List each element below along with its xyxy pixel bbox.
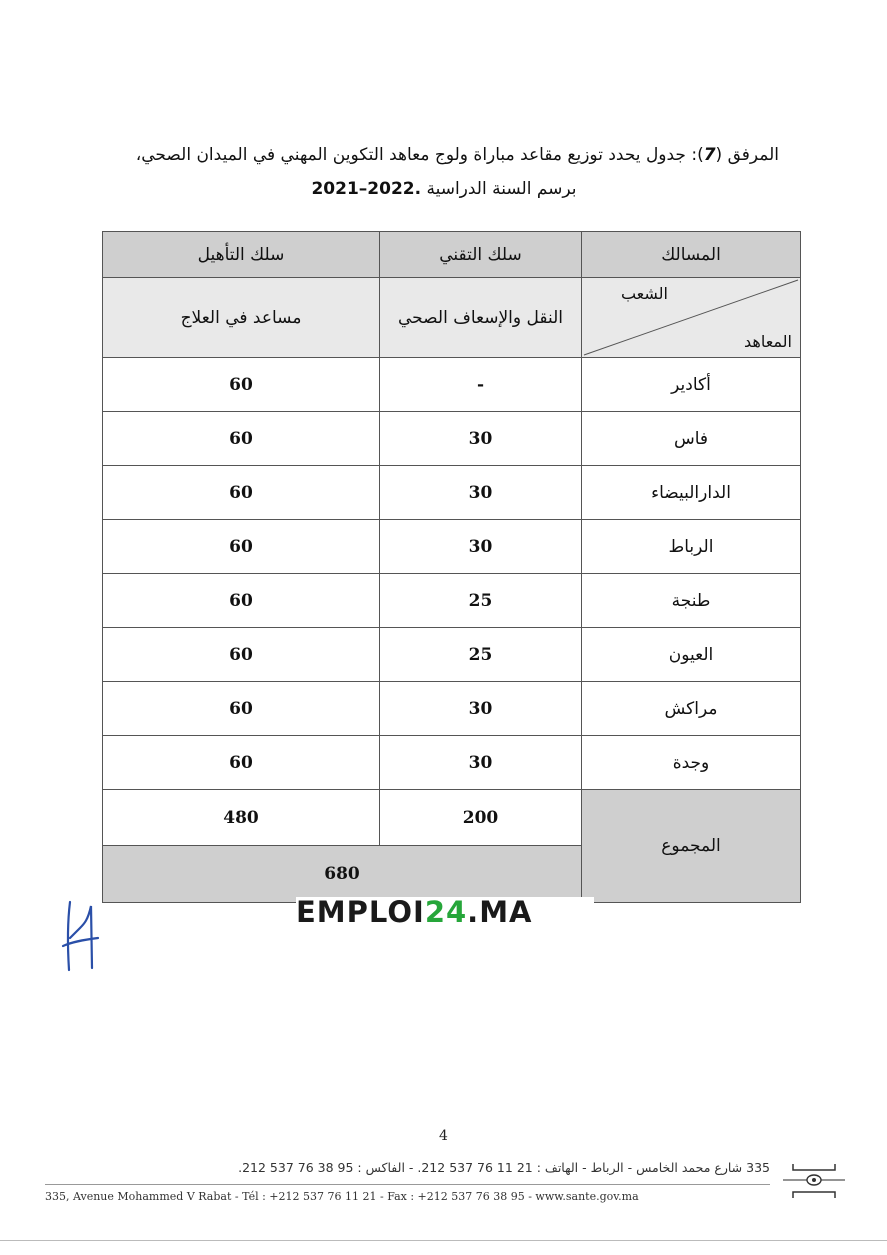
- qual-seats-cell: 60: [103, 466, 380, 520]
- city-cell: فاس: [582, 412, 801, 466]
- qual-seats-cell: 60: [103, 520, 380, 574]
- tech-seats-cell: 30: [380, 466, 582, 520]
- qual-seats-cell: 60: [103, 628, 380, 682]
- total-label: المجموع: [582, 790, 801, 903]
- qual-seats-cell: 60: [103, 736, 380, 790]
- branches-label: الشعب: [620, 284, 668, 303]
- tech-seats-cell: 25: [380, 628, 582, 682]
- diagonal-header-cell: [582, 278, 801, 358]
- grand-total-cell: 680: [103, 846, 582, 903]
- city-cell: طنجة: [582, 574, 801, 628]
- table-row: [103, 520, 801, 574]
- tech-seats-cell: 30: [380, 412, 582, 466]
- total-qual-cell: 480: [103, 790, 380, 846]
- institutes-label: المعاهد: [744, 332, 792, 351]
- table-row: [103, 682, 801, 736]
- table-row: [103, 736, 801, 790]
- annex-number: 7: [703, 145, 716, 165]
- qual-seats-cell: 60: [103, 682, 380, 736]
- table-row: [103, 412, 801, 466]
- header-qualification: سلك التأهيل: [103, 232, 380, 278]
- title-text: ): جدول يحدد توزيع مقاعد مباراة ولوج معاهد التكوين المهني في الميدان الصحي،: [135, 145, 704, 165]
- table-row: [103, 628, 801, 682]
- qual-seats-cell: 60: [103, 412, 380, 466]
- document-title: [99, 138, 779, 206]
- tech-branch-label: النقل والإسعاف الصحي: [380, 278, 582, 358]
- tech-seats-cell: 30: [380, 520, 582, 574]
- city-cell: مراكش: [582, 682, 801, 736]
- ministry-emblem-icon: [783, 1158, 845, 1206]
- city-cell: أكادير: [582, 358, 801, 412]
- watermark-logo: EMPLOI24.MA: [296, 897, 594, 927]
- table-row: [103, 358, 801, 412]
- city-cell: الدارالبيضاء: [582, 466, 801, 520]
- title-years: 2021–2022.: [311, 179, 422, 199]
- footer-address-arabic: 335 شارع محمد الخامس - الرباط - الهاتف : 21 11 76 537 212. - الفاكس : 95 38 76 537 212.: [238, 1160, 770, 1175]
- city-cell: العيون: [582, 628, 801, 682]
- table-subheader-row: [103, 278, 801, 358]
- header-technician: سلك التقني: [380, 232, 582, 278]
- total-row: [103, 790, 801, 846]
- page-bottom-line: [0, 1240, 887, 1241]
- title-year-label: برسم السنة الدراسية: [421, 179, 577, 199]
- tech-seats-cell: 30: [380, 736, 582, 790]
- table-row: [103, 574, 801, 628]
- tech-seats-cell: -: [380, 358, 582, 412]
- signature-mark: [58, 898, 108, 976]
- qual-branch-label: مساعد في العلاج: [103, 278, 380, 358]
- footer-address-french: 335, Avenue Mohammed V Rabat - Tél : +212 537 76 11 21 - Fax : +212 537 76 38 95 - www.sante.gov.ma: [45, 1190, 639, 1203]
- header-tracks: المسالك: [582, 232, 801, 278]
- footer-divider: [45, 1184, 770, 1185]
- total-tech-cell: 200: [380, 790, 582, 846]
- page-number: 4: [439, 1128, 448, 1144]
- city-cell: وجدة: [582, 736, 801, 790]
- tech-seats-cell: 25: [380, 574, 582, 628]
- city-cell: الرباط: [582, 520, 801, 574]
- qual-seats-cell: 60: [103, 358, 380, 412]
- table-header-row: [103, 232, 801, 278]
- title-prefix: المرفق (: [715, 145, 779, 165]
- table-row: [103, 466, 801, 520]
- qual-seats-cell: 60: [103, 574, 380, 628]
- seat-distribution-table: [102, 231, 801, 903]
- tech-seats-cell: 30: [380, 682, 582, 736]
- title-line-2: [99, 172, 779, 206]
